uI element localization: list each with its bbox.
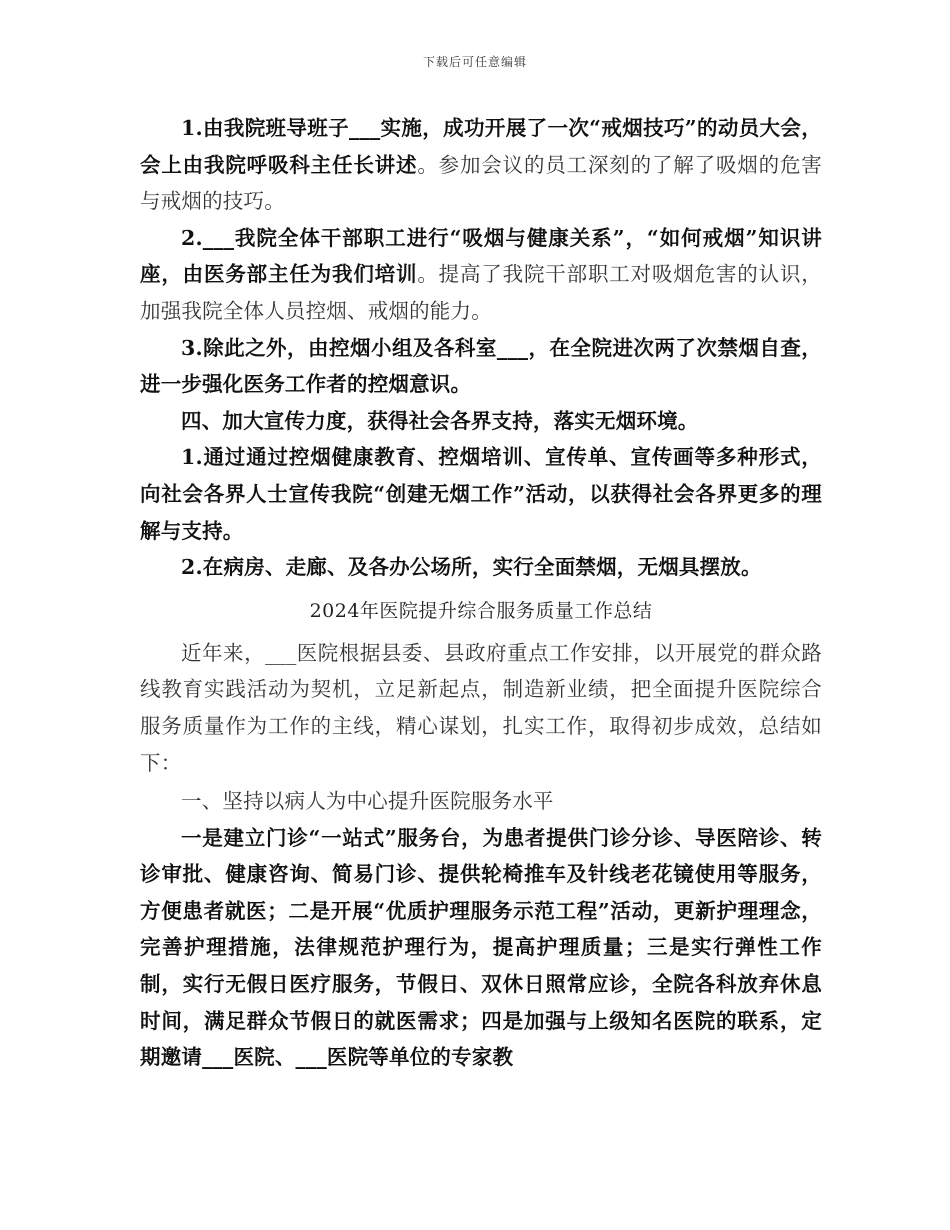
section-heading-1-text: 一、坚持以病人为中心提升医院服务水平 xyxy=(181,789,554,814)
section-heading-4-text: 四、加大宣传力度，获得社会各界支持，落实无烟环境。 xyxy=(181,408,699,433)
paragraph-6 xyxy=(140,549,822,586)
paragraph-5 xyxy=(140,439,822,549)
paragraph-7-normal-text: 近年来，___医院根据县委、县政府重点工作安排，以开展党的群众路线教育实践活动为契机，立足新起点，制造新业绩，把全面提升医院综合服务质量作为工作的主线，精心谋划，扎实工作，取得初步成效，总结如下： xyxy=(140,640,822,775)
paragraph-6-bold-text: 2.在病房、走廊、及各办公场所，实行全面禁烟，无烟具摆放。 xyxy=(181,555,762,580)
paragraph-2-bold-text: 2.___我院全体干部职工进行“吸烟与健康关系”，“如何戒烟”知识讲座，由医务部主任为我们培训 xyxy=(140,225,822,287)
paragraph-2 xyxy=(140,220,822,330)
paragraph-5-bold-text: 1.通过通过控烟健康教育、控烟培训、宣传单、宣传画等多种形式，向社会各界人士宣传我院“创建无烟工作”活动，以获得社会各界更多的理解与支持。 xyxy=(140,445,822,543)
section-heading-4 xyxy=(140,403,822,440)
paragraph-1-bold-text: 1.由我院班导班子___实施，成功开展了一次“戒烟技巧”的动员大会，会上由我院呼吸科主任长讲述 xyxy=(140,116,822,177)
paragraph-3 xyxy=(140,330,822,403)
document-body xyxy=(140,110,822,1076)
paragraph-1-normal-text: 。参加会议的员工深刻的了解了吸烟的危害与戒烟的技巧。 xyxy=(140,152,822,214)
paragraph-2-normal-text: 。提高了我院干部职工对吸烟危害的认识，加强我院全体人员控烟、戒烟的能力。 xyxy=(140,262,822,323)
paragraph-7 xyxy=(140,635,822,781)
document-title: 2024年医院提升综合服务质量工作总结 xyxy=(309,599,653,622)
paragraph-9 xyxy=(140,820,822,1076)
paragraph-1 xyxy=(140,110,822,220)
paragraph-3-bold-text: 3.除此之外，由控烟小组及各科室___，在全院进次两了次禁烟自查，进一步强化医务工作者的控烟意识。 xyxy=(140,335,822,397)
paragraph-9-bold-text: 一是建立门诊“一站式”服务台，为患者提供门诊分诊、导医陪诊、转诊审批、健康咨询、简易门诊、提供轮椅推车及针线老花镜使用等服务，方便患者就医；二是开展“优质护理服务示范工程”活动，更新护理理念，完善护理措施，法律规范护理行为，提高护理质量；三是实行弹性工作制，实行无假日医疗服务，节假日、双休日照常应诊，全院各科放弃休息时间，满足群众节假日的就医需求；四是加强与上级知名医院的联系，定期邀请___医院、___医院等单位的专家教 xyxy=(140,825,822,1070)
section-heading-1 xyxy=(140,783,822,820)
page-header-note: 下载后可任意编辑 xyxy=(422,55,527,69)
